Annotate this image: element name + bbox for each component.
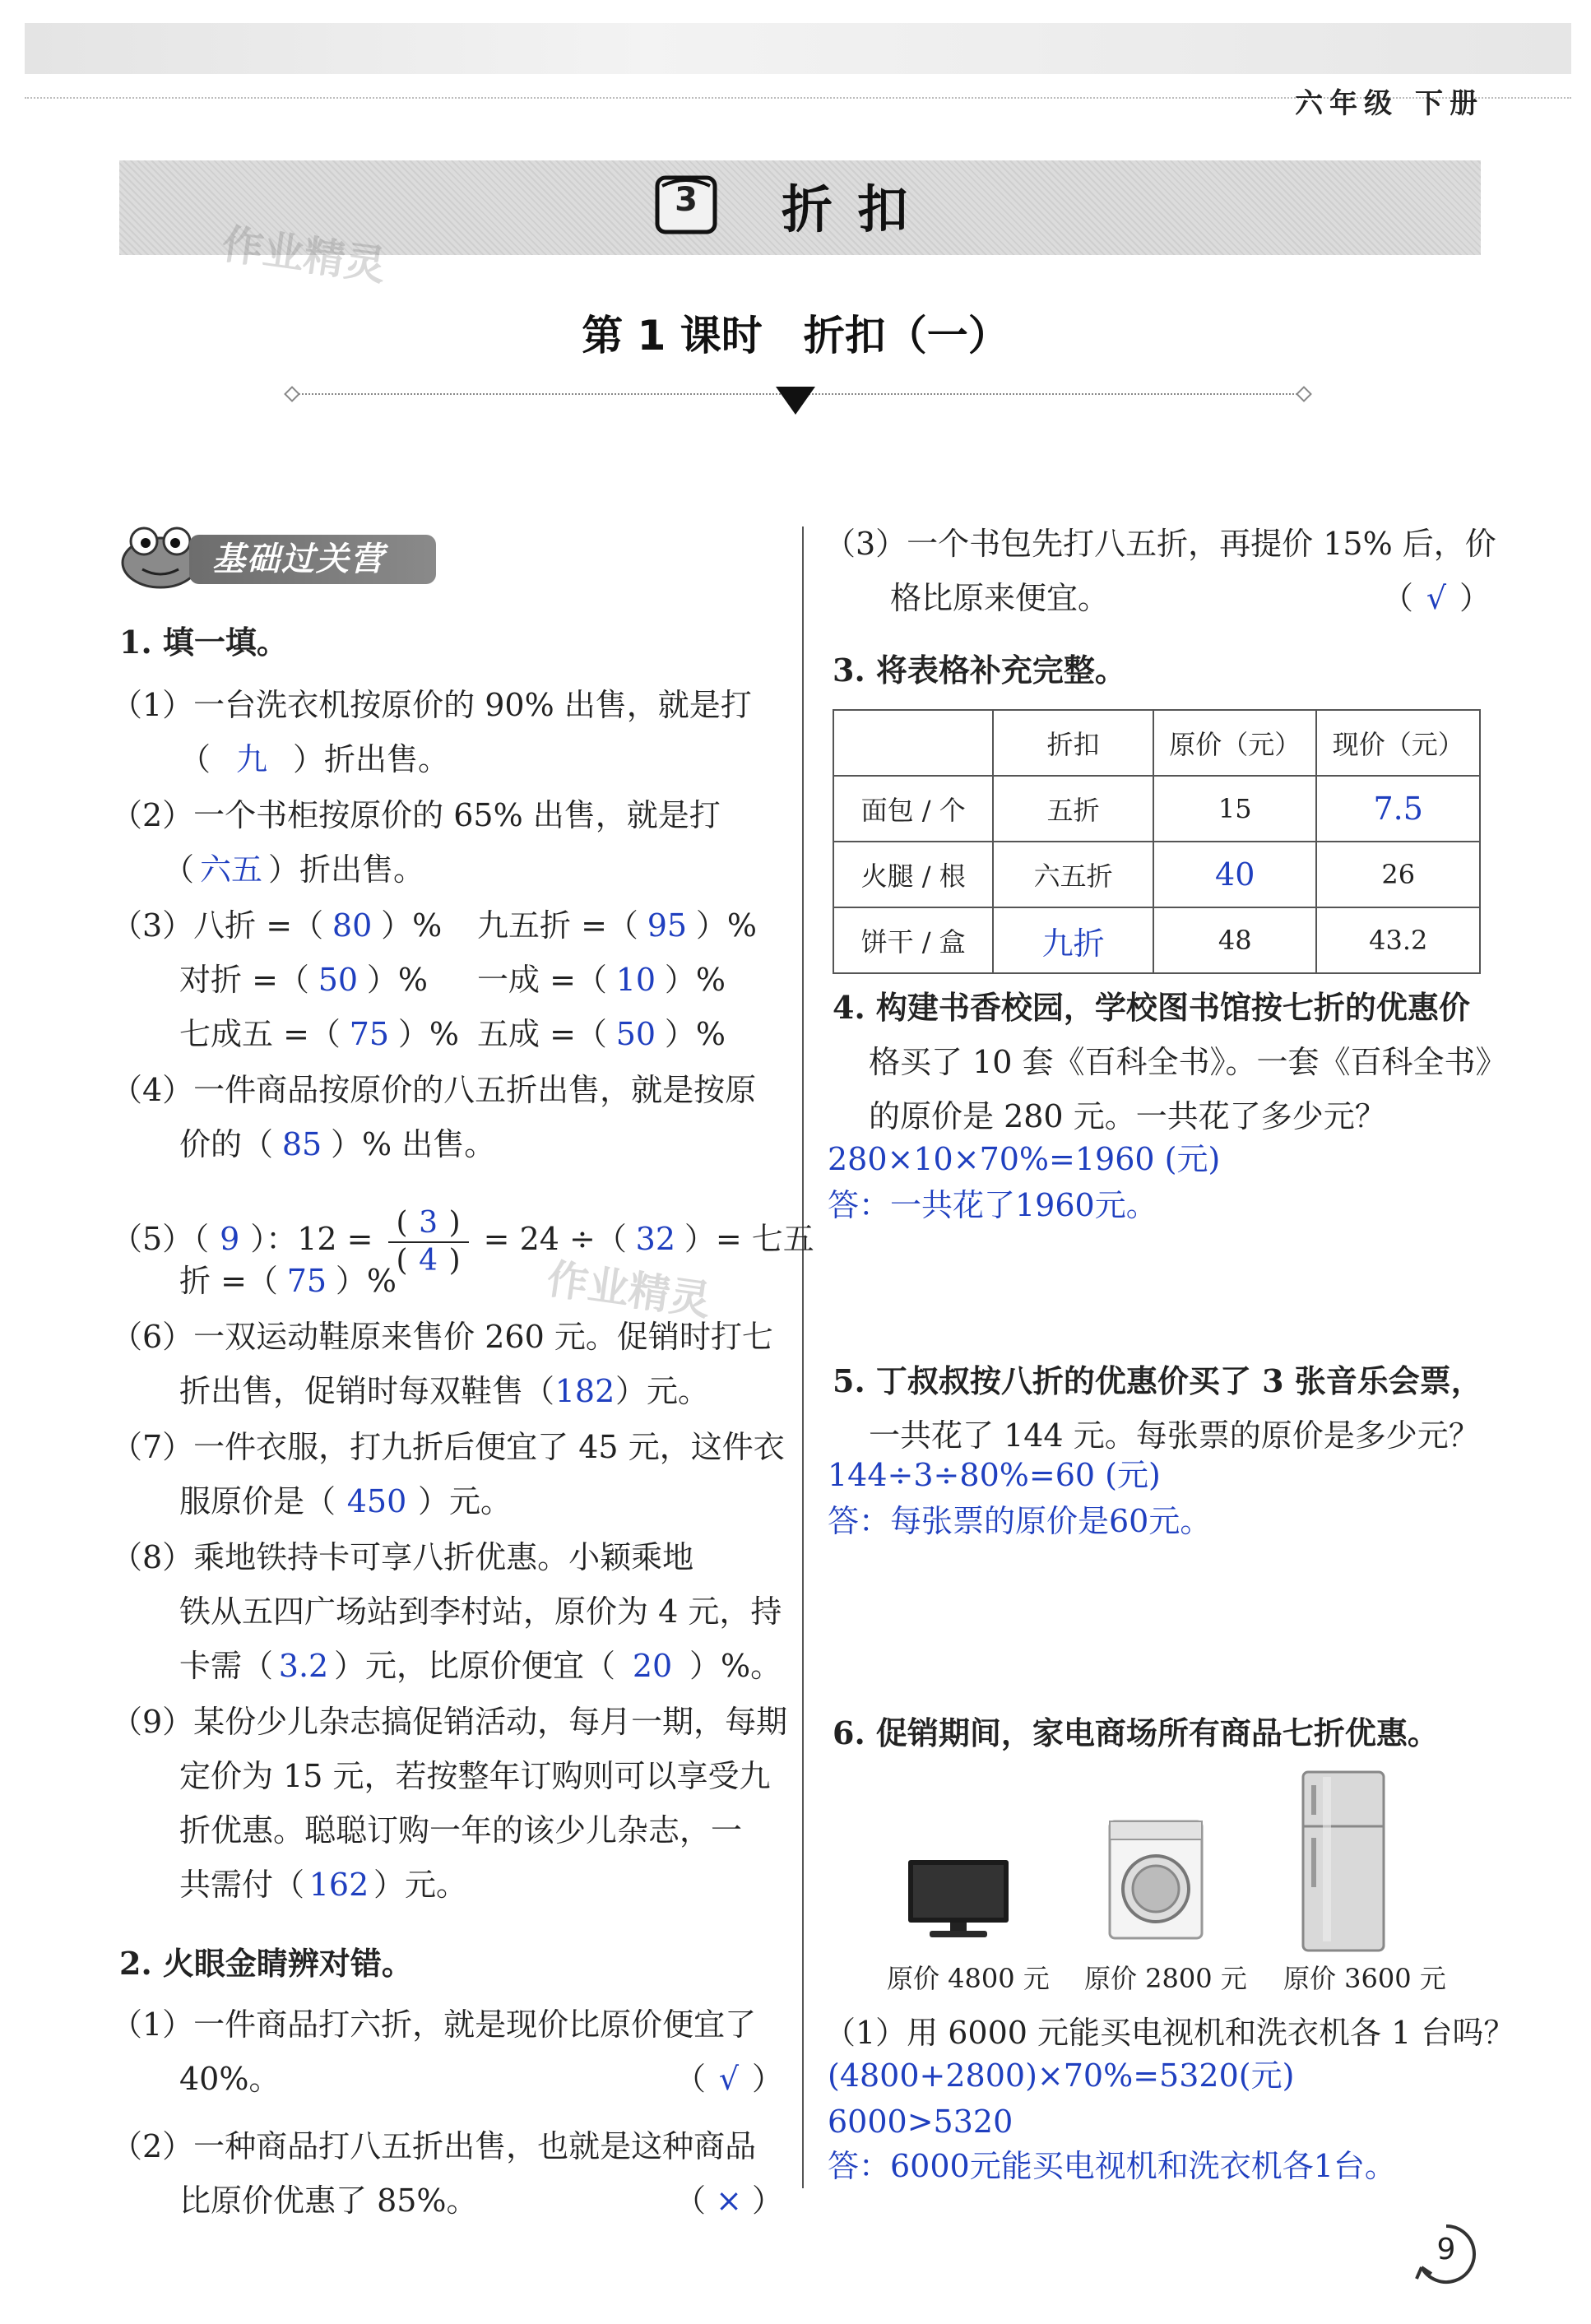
q1-3-d: 一成 =（ 10 ）%: [477, 953, 726, 1007]
q1-2-line2: （ 六五 ）折出售。: [163, 842, 424, 897]
table-cell: 五折: [993, 776, 1153, 842]
table-cell: 15: [1153, 776, 1317, 842]
q1-9-line3: 折优惠。聪聪订购一年的该少儿杂志，一: [179, 1812, 743, 1849]
q1-5-line1: （5）（ 9 ）：12 = $\frac{( 3 )}{( 4 )}$ = 24 ÷（ 32 ）= 七五: [111, 1198, 814, 1280]
table-header-cell: 现价（元）: [1316, 710, 1480, 776]
table-header-cell: [833, 710, 993, 776]
q2-1-mark: （ √ ）: [675, 2052, 783, 2106]
washing-machine-icon: [1106, 1818, 1205, 1941]
answer: 10: [615, 962, 656, 998]
answer: 9: [220, 1221, 240, 1257]
q4-work: 280×10×70%=1960 (元): [828, 1141, 1221, 1177]
top-decor-strip: [25, 23, 1571, 74]
q2-2-mark: （ × ）: [675, 2173, 783, 2228]
table-cell: 六五折: [993, 842, 1153, 907]
q1-9-line1: （9）某份少儿杂志搞促销活动，每月一期，每期: [111, 1704, 788, 1740]
answer: 32: [635, 1221, 676, 1257]
q4-line3: 的原价是 280 元。一共花了多少元？: [869, 1098, 1386, 1134]
q6-answer: 答：6000元能买电视机和洗衣机各1台。: [828, 2148, 1396, 2184]
answer: 75: [349, 1016, 390, 1052]
q5-line2: 一共花了 144 元。每张票的原价是多少元？: [869, 1417, 1480, 1454]
q1-8-line2: 铁从五四广场站到李村站，原价为 4 元，持: [179, 1593, 782, 1630]
divider-diamond-right: [1296, 386, 1312, 402]
grade-label: 六年级 下册: [1295, 87, 1484, 120]
watermark: 作业精灵: [219, 220, 389, 290]
q6-1-question: （1）用 6000 元能买电视机和洗衣机各 1 台吗？: [824, 2015, 1515, 2051]
q1-3-c: 对折 =（ 50 ）%: [179, 953, 428, 1007]
q1-8-line1: （8）乘地铁持卡可享八折优惠。小颖乘地: [111, 1539, 694, 1575]
table-row: [833, 776, 1480, 842]
q1-6-line1: （6）一双运动鞋原来售价 260 元。促销时打七: [111, 1319, 773, 1355]
answer: 450: [346, 1483, 407, 1519]
answer-mark: √: [718, 2061, 740, 2097]
answer-mark: √: [1426, 580, 1447, 616]
table-row: [833, 907, 1480, 973]
q2-title: 2. 火眼金睛辨对错。: [119, 1945, 413, 1982]
q1-9-line2: 定价为 15 元，若按整年订购则可以享受九: [179, 1758, 771, 1794]
table-answer-cell: 40: [1153, 842, 1317, 907]
section-title: 基础过关营: [212, 540, 385, 578]
divider-diamond-left: [284, 386, 300, 402]
q6-work1: (4800+2800)×70%=5320(元): [828, 2057, 1295, 2094]
column-divider: [802, 526, 804, 2188]
q2-2-line1: （2）一种商品打八五折出售，也就是这种商品: [111, 2128, 757, 2164]
answer: 六五: [200, 851, 263, 888]
q1-4-line2: 价的（ 85 ）% 出售。: [179, 1117, 495, 1171]
table-cell: 43.2: [1316, 907, 1480, 973]
q2-1-line1: （1）一件商品打六折，就是现价比原价便宜了: [111, 2006, 757, 2043]
fraction: $\frac{( 3 )}{( 4 )}$: [383, 1205, 474, 1279]
answer: 182: [554, 1373, 615, 1409]
fridge-price: 原价 3600 元: [1283, 1963, 1446, 1994]
q4-line1: 4. 构建书香校园，学校图书馆按七折的优惠价: [833, 989, 1470, 1026]
table-cell: 面包 / 个: [833, 776, 993, 842]
q1-7-line2: 服原价是（ 450 ）元。: [179, 1474, 512, 1528]
q1-2-line1: （2）一个书柜按原价的 65% 出售，就是打: [111, 797, 721, 833]
answer: 九: [236, 741, 268, 777]
divider-arrow-icon: [776, 387, 815, 415]
q2-3-line2: 格比原来便宜。: [890, 580, 1110, 616]
answer: 50: [318, 962, 359, 998]
q1-3-f: 五成 =（ 50 ）%: [477, 1007, 726, 1061]
q4-line2: 格买了 10 套《百科全书》。一套《百科全书》: [869, 1044, 1507, 1080]
watermark: 作业精灵: [544, 1255, 714, 1325]
answer: 95: [647, 907, 688, 944]
refrigerator-icon: [1298, 1769, 1389, 1954]
tv-icon: [905, 1855, 1012, 1946]
table-cell: 饼干 / 盒: [833, 907, 993, 973]
answer: 75: [286, 1263, 327, 1299]
q1-4-line1: （4）一件商品按原价的八五折出售，就是按原: [111, 1072, 757, 1108]
q1-5-line2: 折 =（ 75 ）%: [179, 1254, 397, 1308]
q3-title: 3. 将表格补充完整。: [833, 652, 1126, 689]
table-cell: 48: [1153, 907, 1317, 973]
answer: 3: [419, 1205, 438, 1240]
q6-line1: 6. 促销期间，家电商场所有商品七折优惠。: [833, 1714, 1439, 1751]
table-header-cell: 折扣: [993, 710, 1153, 776]
q2-2-line2: 比原价优惠了 85%。: [179, 2183, 478, 2219]
q1-6-line2: 折出售，促销时每双鞋售（182）元。: [179, 1364, 709, 1418]
table-answer-cell: 九折: [993, 907, 1153, 973]
answer: 162: [308, 1867, 369, 1903]
q1-3-b: 九五折 =（ 95 ）%: [477, 898, 757, 953]
table-cell: 火腿 / 根: [833, 842, 993, 907]
q1-1-line1: （1）一台洗衣机按原价的 90% 出售，就是打: [111, 687, 752, 723]
q1-1-line2: （ 九 ）折出售。: [179, 732, 449, 786]
q1-title: 1. 填一填。: [119, 624, 288, 661]
q5-line1: 5. 丁叔叔按八折的优惠价买了 3 张音乐会票，: [833, 1362, 1482, 1399]
lesson-title: 第 1 课时 折扣（一）: [582, 312, 1009, 360]
table-row: [833, 842, 1480, 907]
q6-work2: 6000>5320: [828, 2104, 1014, 2140]
unit-number: 3: [675, 181, 698, 219]
q5-answer: 答：每张票的原价是60元。: [828, 1503, 1212, 1539]
q5-work: 144÷3÷80%=60 (元): [828, 1457, 1161, 1493]
table-answer-cell: 7.5: [1316, 776, 1480, 842]
answer: 20: [632, 1648, 673, 1684]
answer: 4: [419, 1243, 438, 1278]
table-cell: 26: [1316, 842, 1480, 907]
answer: 80: [332, 907, 373, 944]
q1-7-line1: （7）一件衣服，打九折后便宜了 45 元，这件衣: [111, 1429, 785, 1465]
unit-title: 折扣: [782, 179, 934, 239]
answer: 3.2: [278, 1648, 329, 1684]
q4-answer: 答：一共花了1960元。: [828, 1187, 1157, 1223]
q1-3-a: （3）八折 =（ 80 ）%: [111, 898, 442, 953]
washer-price: 原价 2800 元: [1084, 1963, 1247, 1994]
q2-3-mark: （ √ ）: [1382, 571, 1491, 625]
q2-3-line1: （3）一个书包先打八五折，再提价 15% 后，价: [824, 526, 1496, 562]
answer: 50: [615, 1016, 656, 1052]
tv-price: 原价 4800 元: [887, 1963, 1050, 1994]
answer: 85: [281, 1126, 322, 1162]
answer-mark: ×: [716, 2183, 742, 2219]
q1-9-line4: 共需付（ 162 ）元。: [179, 1858, 467, 1912]
table-header-cell: 原价（元）: [1153, 710, 1317, 776]
price-table: [833, 709, 1481, 974]
q2-1-line2: 40%。: [179, 2061, 281, 2097]
table-header-row: [833, 710, 1480, 776]
q1-8-line3: 卡需（ 3.2 ）元，比原价便宜（ 20 ）%。: [179, 1639, 782, 1693]
q1-3-e: 七成五 =（ 75 ）%: [179, 1007, 459, 1061]
page-number: 9: [1436, 2233, 1456, 2266]
